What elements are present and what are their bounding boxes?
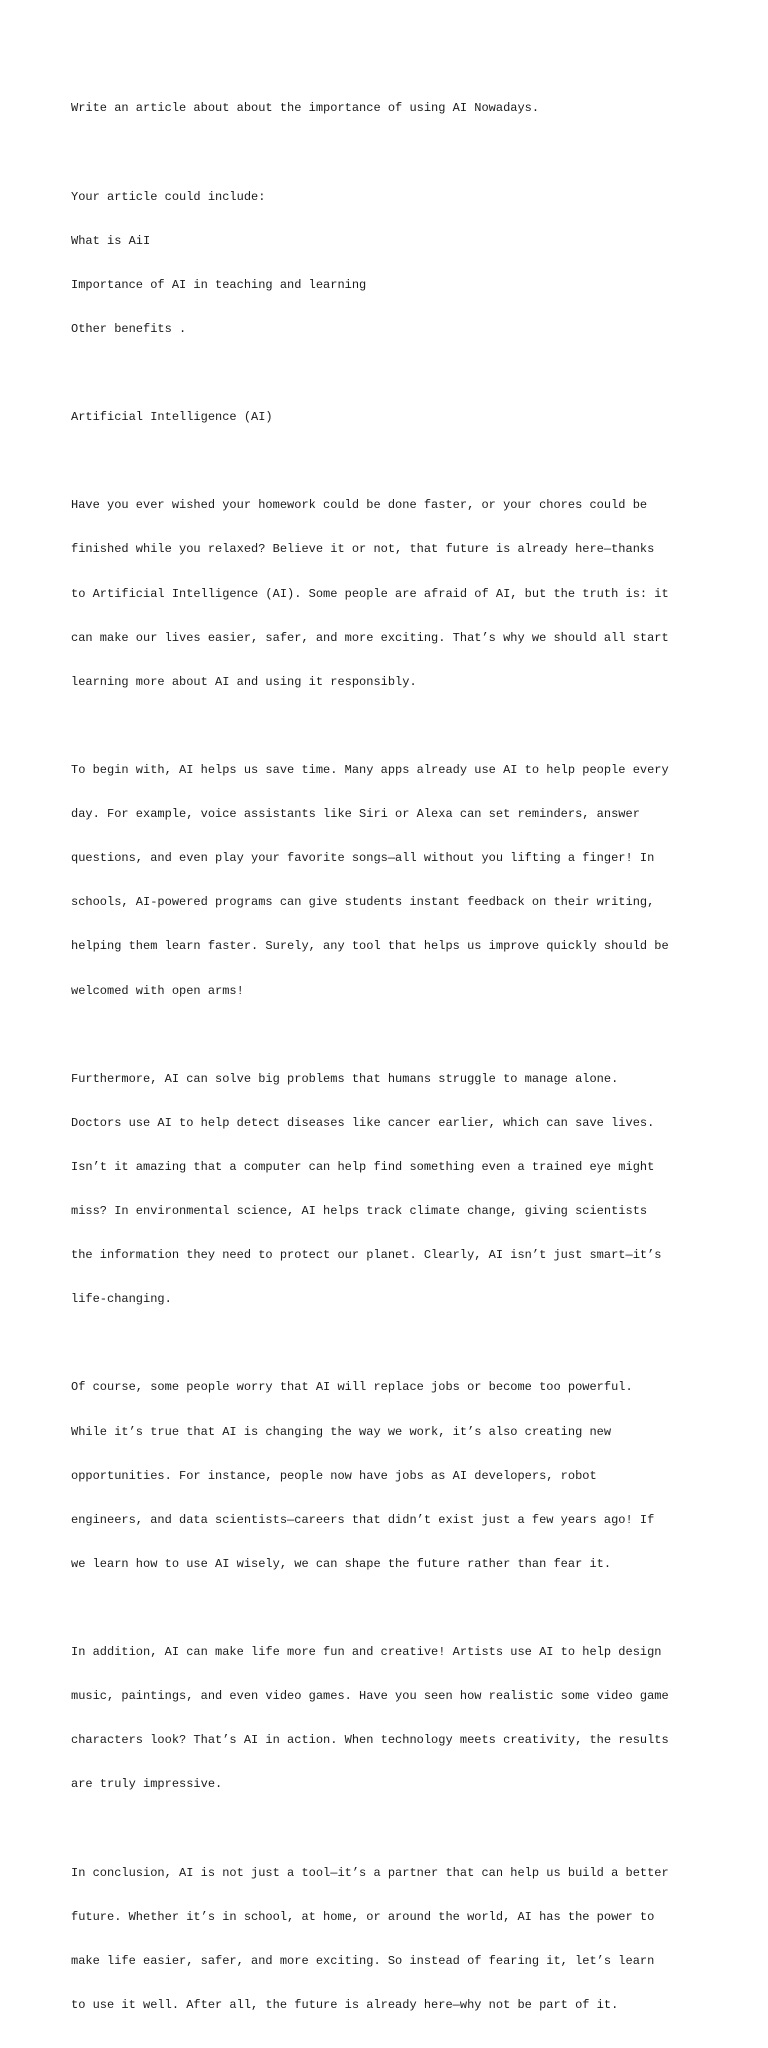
paragraph-line: While it’s true that AI is changing the way we work, it’s also creating new <box>71 1424 612 1439</box>
article-paragraph-intro <box>71 469 711 719</box>
article-paragraph-big-problems <box>71 1042 711 1336</box>
paragraph-line: Of course, some people worry that AI will replace jobs or become too powerful. <box>71 1380 633 1395</box>
paragraph-line: welcomed with open arms! <box>71 983 244 998</box>
article-paragraph-conclusion <box>71 1836 711 2042</box>
paragraph-line: life-changing. <box>71 1292 172 1307</box>
include-list <box>71 160 711 366</box>
paragraph-line: to use it well. After all, the future is already here—why not be part of it. <box>71 1997 619 2012</box>
include-item: Importance of AI in teaching and learning <box>71 277 367 292</box>
article-title: Artificial Intelligence (AI) <box>71 410 273 425</box>
paragraph-line: music, paintings, and even video games. Have you seen how realistic some video game <box>71 1689 669 1704</box>
article-paragraph-jobs <box>71 1351 711 1601</box>
paragraph-line: opportunities. For instance, people now have jobs as AI developers, robot <box>71 1468 597 1483</box>
paragraph-line: In conclusion, AI is not just a tool—it’s a partner that can help us build a better <box>71 1865 669 1880</box>
article-paragraph-creativity <box>71 1616 711 1822</box>
paragraph-line: miss? In environmental science, AI helps track climate change, giving scientists <box>71 1204 648 1219</box>
paragraph-line: day. For example, voice assistants like Siri or Alexa can set reminders, answer <box>71 807 640 822</box>
paragraph-line: schools, AI-powered programs can give students instant feedback on their writing, <box>71 895 655 910</box>
paragraph-line: can make our lives easier, safer, and more exciting. That’s why we should all start <box>71 630 669 645</box>
paragraph-line: Doctors use AI to help detect diseases like cancer earlier, which can save lives. <box>71 1115 655 1130</box>
document-page <box>71 72 711 2048</box>
paragraph-line: to Artificial Intelligence (AI). Some people are afraid of AI, but the truth is: it <box>71 586 669 601</box>
paragraph-line: make life easier, safer, and more exciting. So instead of fearing it, let’s learn <box>71 1953 655 1968</box>
paragraph-line: learning more about AI and using it responsibly. <box>71 674 417 689</box>
article-paragraph-save-time <box>71 734 711 1028</box>
paragraph-line: engineers, and data scientists—careers that didn’t exist just a few years ago! If <box>71 1512 655 1527</box>
paragraph-line: we learn how to use AI wisely, we can shape the future rather than fear it. <box>71 1556 612 1571</box>
paragraph-line: To begin with, AI helps us save time. Many apps already use AI to help people every <box>71 762 669 777</box>
prompt-text: Write an article about about the importance of using AI Nowadays. <box>71 101 540 116</box>
paragraph-line: characters look? That’s AI in action. When technology meets creativity, the results <box>71 1733 669 1748</box>
paragraph-line: Isn’t it amazing that a computer can help find something even a trained eye might <box>71 1159 655 1174</box>
include-item: Other benefits . <box>71 321 187 336</box>
paragraph-line: finished while you relaxed? Believe it or not, that future is already here—thanks <box>71 542 655 557</box>
paragraph-line: Furthermore, AI can solve big problems that humans struggle to manage alone. <box>71 1071 619 1086</box>
paragraph-line: helping them learn faster. Surely, any tool that helps us improve quickly should be <box>71 939 669 954</box>
article-title-block <box>71 381 711 455</box>
paragraph-line: questions, and even play your favorite songs—all without you lifting a finger! In <box>71 851 655 866</box>
include-item: What is AiI <box>71 233 151 248</box>
paragraph-line: the information they need to protect our planet. Clearly, AI isn’t just smart—it’s <box>71 1248 662 1263</box>
include-heading: Your article could include: <box>71 189 266 204</box>
paragraph-line: Have you ever wished your homework could be done faster, or your chores could be <box>71 498 648 513</box>
paragraph-line: are truly impressive. <box>71 1777 223 1792</box>
prompt-paragraph <box>71 72 711 146</box>
paragraph-line: In addition, AI can make life more fun and creative! Artists use AI to help design <box>71 1645 662 1660</box>
paragraph-line: future. Whether it’s in school, at home, or around the world, AI has the power to <box>71 1909 655 1924</box>
